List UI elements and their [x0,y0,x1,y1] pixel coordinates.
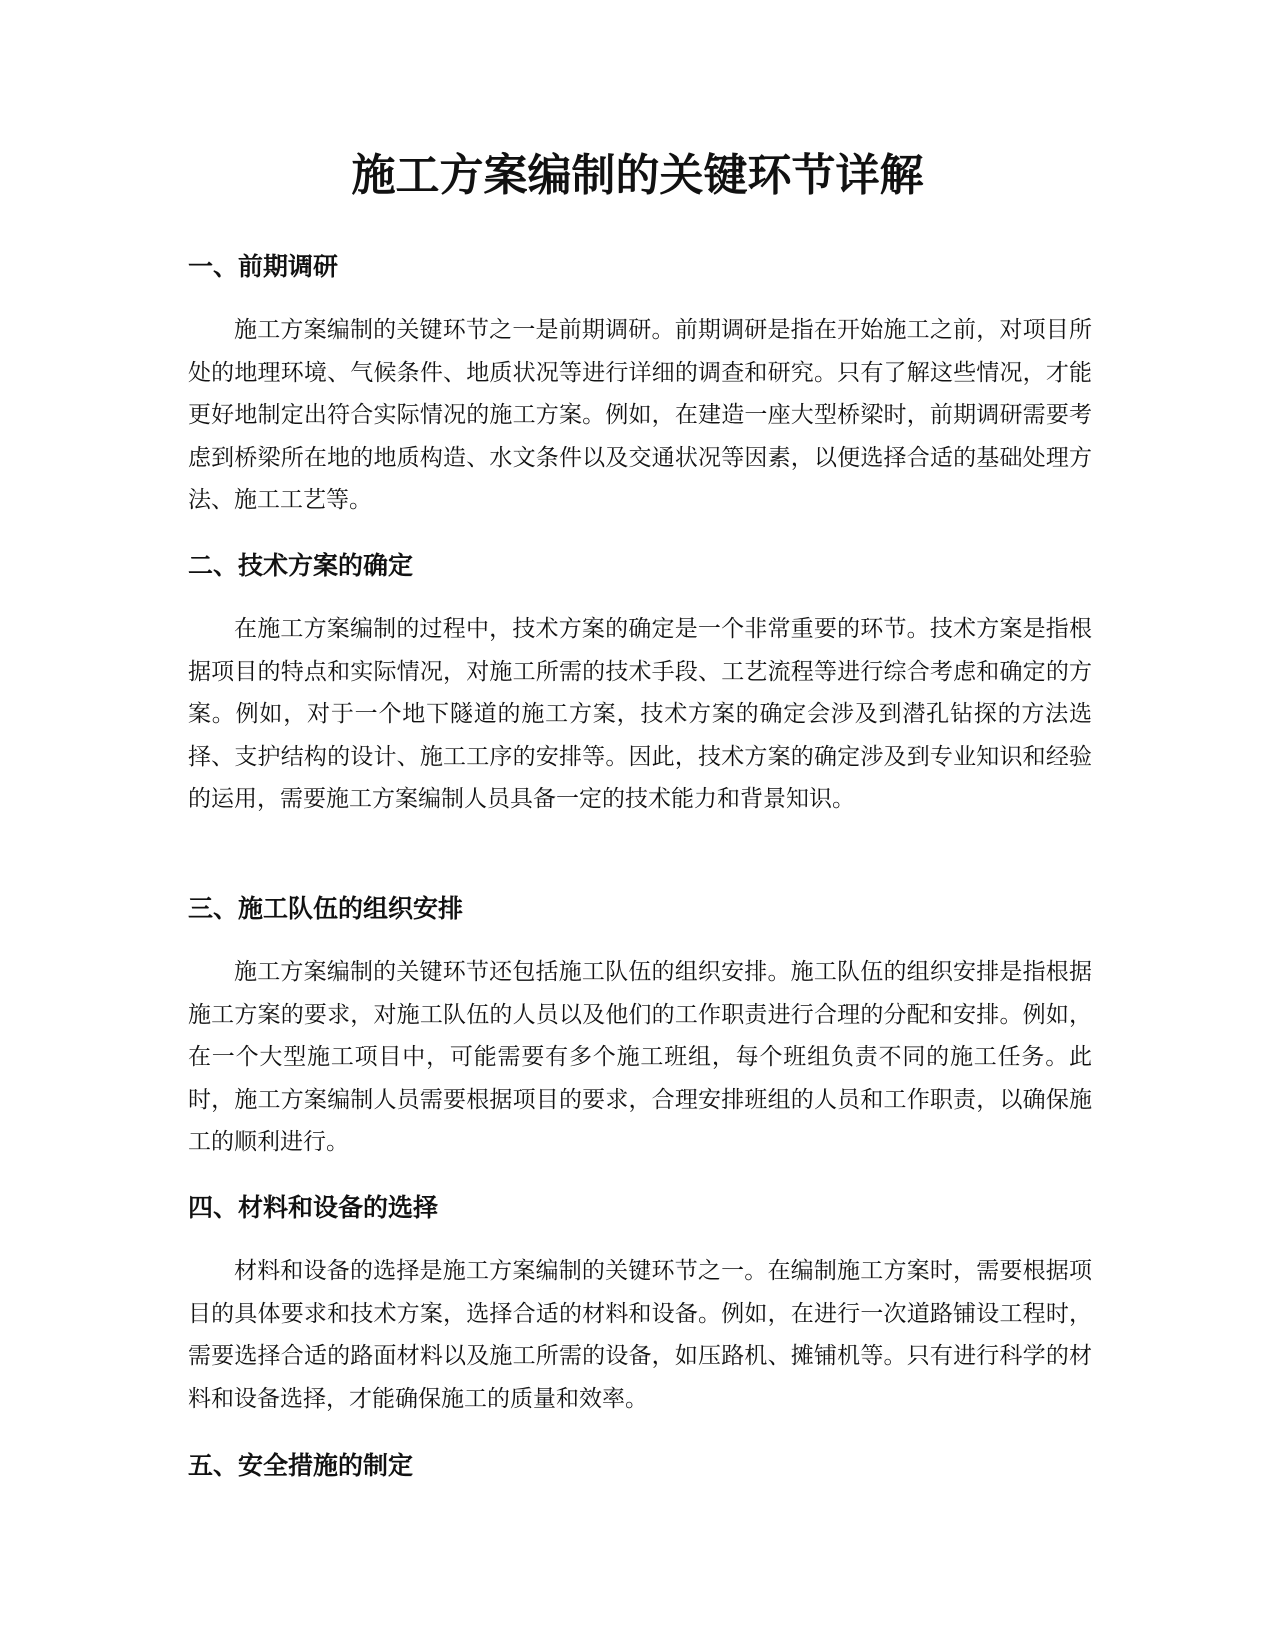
section-body-research: 施工方案编制的关键环节之一是前期调研。前期调研是指在开始施工之前，对项目所处的地理环境、气候条件、地质状况等进行详细的调查和研究。只有了解这些情况，才能更好地制定出符合实际情况的施工方案。例如，在建造一座大型桥梁时，前期调研需要考虑到桥梁所在地的地质构造、水文条件以及交通状况等因素，以便选择合适的基础处理方法、施工工艺等。 [188,317,1092,513]
section-heading-research: 一、前期调研 [188,252,339,281]
section-heading-materials-equipment: 四、材料和设备的选择 [188,1193,439,1222]
section-heading-safety-measures: 五、安全措施的制定 [188,1451,414,1480]
section-body-technical-plan: 在施工方案编制的过程中，技术方案的确定是一个非常重要的环节。技术方案是指根据项目的特点和实际情况，对施工所需的技术手段、工艺流程等进行综合考虑和确定的方案。例如，对于一个地下隧道的施工方案，技术方案的确定会涉及到潜孔钻探的方法选择、支护结构的设计、施工工序的安排等。因此，技术方案的确定涉及到专业知识和经验的运用，需要施工方案编制人员具备一定的技术能力和背景知识。 [188,616,1092,812]
section-body-materials-equipment: 材料和设备的选择是施工方案编制的关键环节之一。在编制施工方案时，需要根据项目的具体要求和技术方案，选择合适的材料和设备。例如，在进行一次道路铺设工程时，需要选择合适的路面材料以及施工所需的设备，如压路机、摊铺机等。只有进行科学的材料和设备选择，才能确保施工的质量和效率。 [188,1258,1092,1412]
document-title: 施工方案编制的关键环节详解 [351,150,924,201]
section-body-team-organization: 施工方案编制的关键环节还包括施工队伍的组织安排。施工队伍的组织安排是指根据施工方案的要求，对施工队伍的人员以及他们的工作职责进行合理的分配和安排。例如，在一个大型施工项目中，可能需要有多个施工班组，每个班组负责不同的施工任务。此时，施工方案编制人员需要根据项目的要求，合理安排班组的人员和工作职责，以确保施工的顺利进行。 [188,959,1092,1155]
section-heading-technical-plan: 二、技术方案的确定 [188,551,414,580]
section-heading-team-organization: 三、施工队伍的组织安排 [188,894,464,923]
